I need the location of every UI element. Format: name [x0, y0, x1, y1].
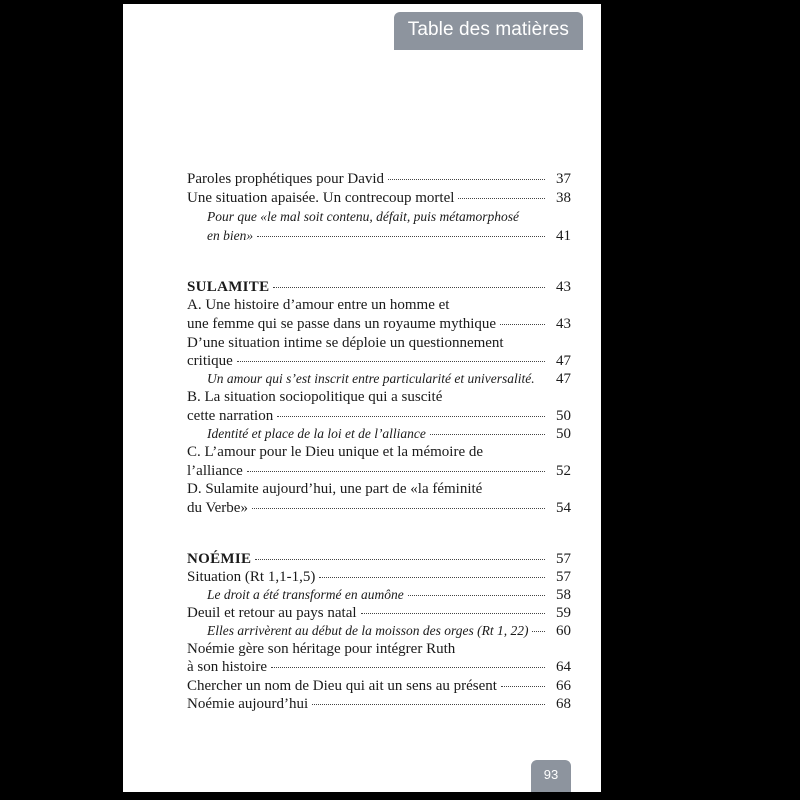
toc-entry: Situation (Rt 1,1-1,5) 57 — [187, 569, 571, 585]
toc-entry: D. Sulamite aujourd’hui, une part de «la féminité — [187, 481, 483, 497]
toc-entry: l’alliance 52 — [187, 463, 571, 479]
toc-entry: B. La situation sociopolitique qui a suscité — [187, 389, 443, 405]
toc-entry: Une situation apaisée. Un contrecoup mortel 38 — [187, 190, 571, 206]
toc-entry: à son histoire 64 — [187, 659, 571, 675]
toc-entry: critique 47 — [187, 353, 571, 369]
toc-entry: Noémie aujourd’hui 68 — [187, 696, 571, 712]
toc-entry: D’une situation intime se déploie un questionnement — [187, 335, 504, 351]
toc-entry: une femme qui se passe dans un royaume mythique 43 — [187, 316, 571, 332]
book-page — [123, 4, 601, 792]
toc-entry: Noémie gère son héritage pour intégrer Ruth — [187, 641, 456, 657]
toc-entry: Deuil et retour au pays natal 59 — [187, 605, 571, 621]
section-header-tab: Table des matières — [394, 12, 583, 50]
toc-entry-italic: Le droit a été transformé en aumône 58 — [207, 587, 571, 603]
toc-entry-italic: en bien» 41 — [207, 228, 571, 244]
toc-entry-italic: Un amour qui s’est inscrit entre particularité et universalité. 47 — [207, 371, 571, 387]
toc-entry: A. Une histoire d’amour entre un homme et — [187, 297, 450, 313]
toc-entry: du Verbe» 54 — [187, 500, 571, 516]
toc-section-heading: NOÉMIE 57 — [187, 551, 571, 567]
toc-entry-italic: Pour que «le mal soit contenu, défait, puis métamorphosé — [207, 209, 519, 224]
toc-entry: C. L’amour pour le Dieu unique et la mémoire de — [187, 444, 484, 460]
toc-entry-italic: Identité et place de la loi et de l’alliance 50 — [207, 426, 571, 442]
page-number-tab: 93 — [531, 760, 571, 792]
toc-entry: cette narration 50 — [187, 408, 571, 424]
toc-entry: Chercher un nom de Dieu qui ait un sens au présent 66 — [187, 678, 571, 694]
toc-entry-italic: Elles arrivèrent au début de la moisson des orges (Rt 1, 22) 60 — [207, 623, 571, 639]
toc-entry: Paroles prophétiques pour David 37 — [187, 171, 571, 187]
toc-section-heading: SULAMITE 43 — [187, 279, 571, 295]
